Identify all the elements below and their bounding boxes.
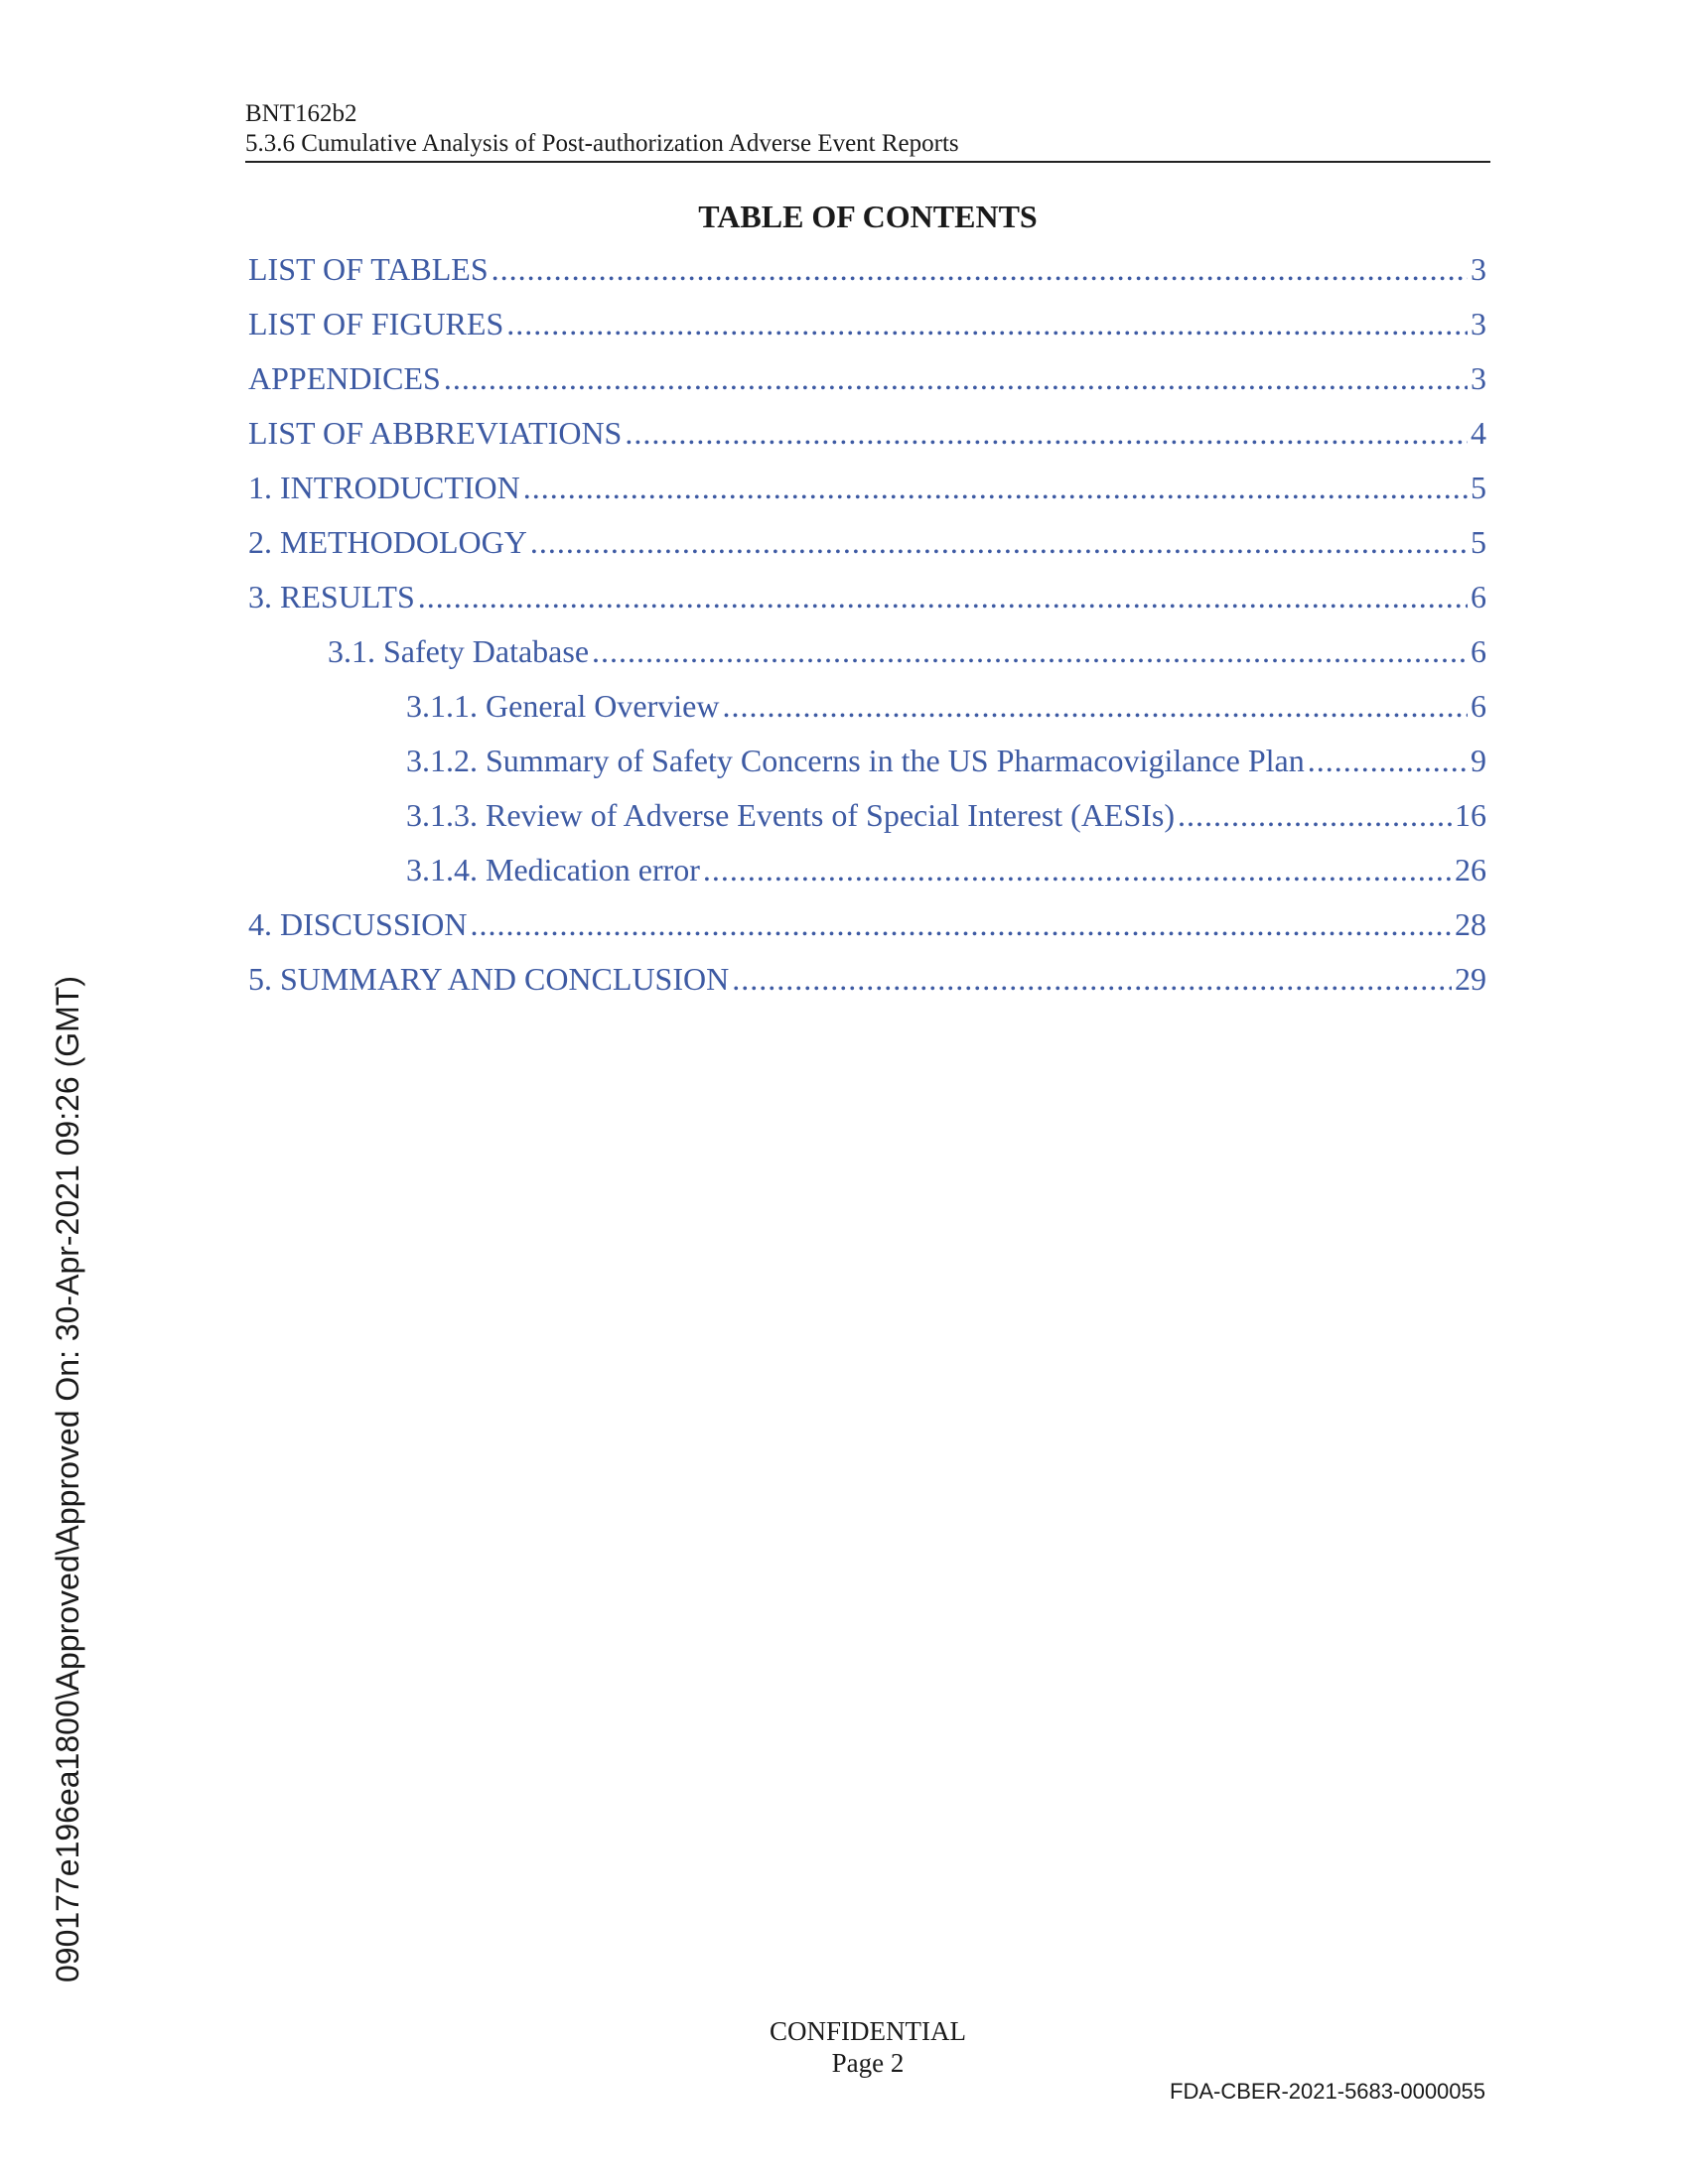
toc-leader-dots	[722, 686, 1468, 726]
toc-entry-label: LIST OF ABBREVIATIONS	[248, 415, 623, 451]
toc-entry-page: 5	[1471, 524, 1486, 560]
toc-entry-page: 3	[1471, 306, 1486, 341]
toc-entry-safety-database[interactable]	[248, 631, 1486, 686]
toc-entry-page: 4	[1471, 415, 1486, 451]
table-of-contents	[248, 249, 1486, 1014]
toc-entry-results[interactable]	[248, 577, 1486, 631]
toc-leader-dots	[506, 304, 1468, 343]
toc-entry-label: LIST OF TABLES	[248, 251, 489, 287]
toc-entry-general-overview[interactable]	[248, 686, 1486, 741]
toc-leader-dots	[492, 249, 1468, 289]
toc-entry-label: LIST OF FIGURES	[248, 306, 504, 341]
toc-entry-label: 4. DISCUSSION	[248, 906, 468, 942]
toc-entry-page: 26	[1455, 852, 1486, 887]
toc-entry-label: 3. RESULTS	[248, 579, 415, 614]
toc-leader-dots	[418, 577, 1468, 616]
toc-entry-discussion[interactable]	[248, 904, 1486, 959]
toc-leader-dots	[1308, 741, 1468, 780]
toc-entry-page: 3	[1471, 251, 1486, 287]
toc-entry-page: 29	[1455, 961, 1486, 997]
toc-entry-introduction[interactable]	[248, 468, 1486, 522]
toc-entry-page: 16	[1455, 797, 1486, 833]
toc-entry-list-of-tables[interactable]	[248, 249, 1486, 304]
toc-entry-aesi-review[interactable]	[248, 795, 1486, 850]
toc-entry-page: 6	[1471, 579, 1486, 614]
toc-entry-page: 6	[1471, 633, 1486, 669]
toc-entry-label: 3.1.4. Medication error	[406, 852, 700, 887]
toc-entry-page: 9	[1471, 743, 1486, 778]
toc-leader-dots	[625, 413, 1468, 453]
toc-entry-label: 2. METHODOLOGY	[248, 524, 527, 560]
toc-entry-page: 3	[1471, 360, 1486, 396]
toc-entry-label: 3.1. Safety Database	[328, 633, 590, 669]
toc-leader-dots	[523, 468, 1468, 507]
toc-entry-page: 5	[1471, 470, 1486, 505]
approval-stamp: 090177e196ea1800\Approved\Approved On: 30-Apr-2021 09:26 (GMT)	[50, 975, 85, 1982]
toc-entry-medication-error[interactable]	[248, 850, 1486, 904]
toc-leader-dots	[530, 522, 1468, 562]
page-number: Page 2	[831, 2048, 905, 2078]
toc-leader-dots	[470, 904, 1452, 944]
toc-leader-dots	[703, 850, 1452, 889]
toc-entry-list-of-figures[interactable]	[248, 304, 1486, 358]
document-id: FDA-CBER-2021-5683-0000055	[1170, 2079, 1485, 2104]
toc-leader-dots	[592, 631, 1468, 671]
toc-leader-dots	[444, 358, 1468, 398]
toc-entry-page: 6	[1471, 688, 1486, 724]
toc-entry-safety-concerns-summary[interactable]	[248, 741, 1486, 795]
toc-entry-summary-and-conclusion[interactable]	[248, 959, 1486, 1014]
toc-entry-list-of-abbreviations[interactable]	[248, 413, 1486, 468]
toc-title: TABLE OF CONTENTS	[698, 199, 1038, 234]
toc-entry-label: 3.1.1. General Overview	[406, 688, 720, 724]
confidential-label: CONFIDENTIAL	[770, 2016, 966, 2046]
toc-entry-label: 1. INTRODUCTION	[248, 470, 520, 505]
toc-entry-label: APPENDICES	[248, 360, 441, 396]
toc-entry-label: 3.1.3. Review of Adverse Events of Special Interest (AESIs)	[406, 797, 1176, 833]
toc-entry-appendices[interactable]	[248, 358, 1486, 413]
toc-leader-dots	[1178, 795, 1452, 835]
toc-leader-dots	[732, 959, 1452, 999]
toc-entry-methodology[interactable]	[248, 522, 1486, 577]
toc-entry-page: 28	[1455, 906, 1486, 942]
toc-entry-label: 5. SUMMARY AND CONCLUSION	[248, 961, 730, 997]
toc-entry-label: 3.1.2. Summary of Safety Concerns in the US Pharmacovigilance Plan	[406, 743, 1305, 778]
header-product: BNT162b2	[245, 100, 357, 127]
header-document-title: 5.3.6 Cumulative Analysis of Post-authorization Adverse Event Reports	[245, 130, 959, 157]
page-header	[245, 99, 1490, 163]
